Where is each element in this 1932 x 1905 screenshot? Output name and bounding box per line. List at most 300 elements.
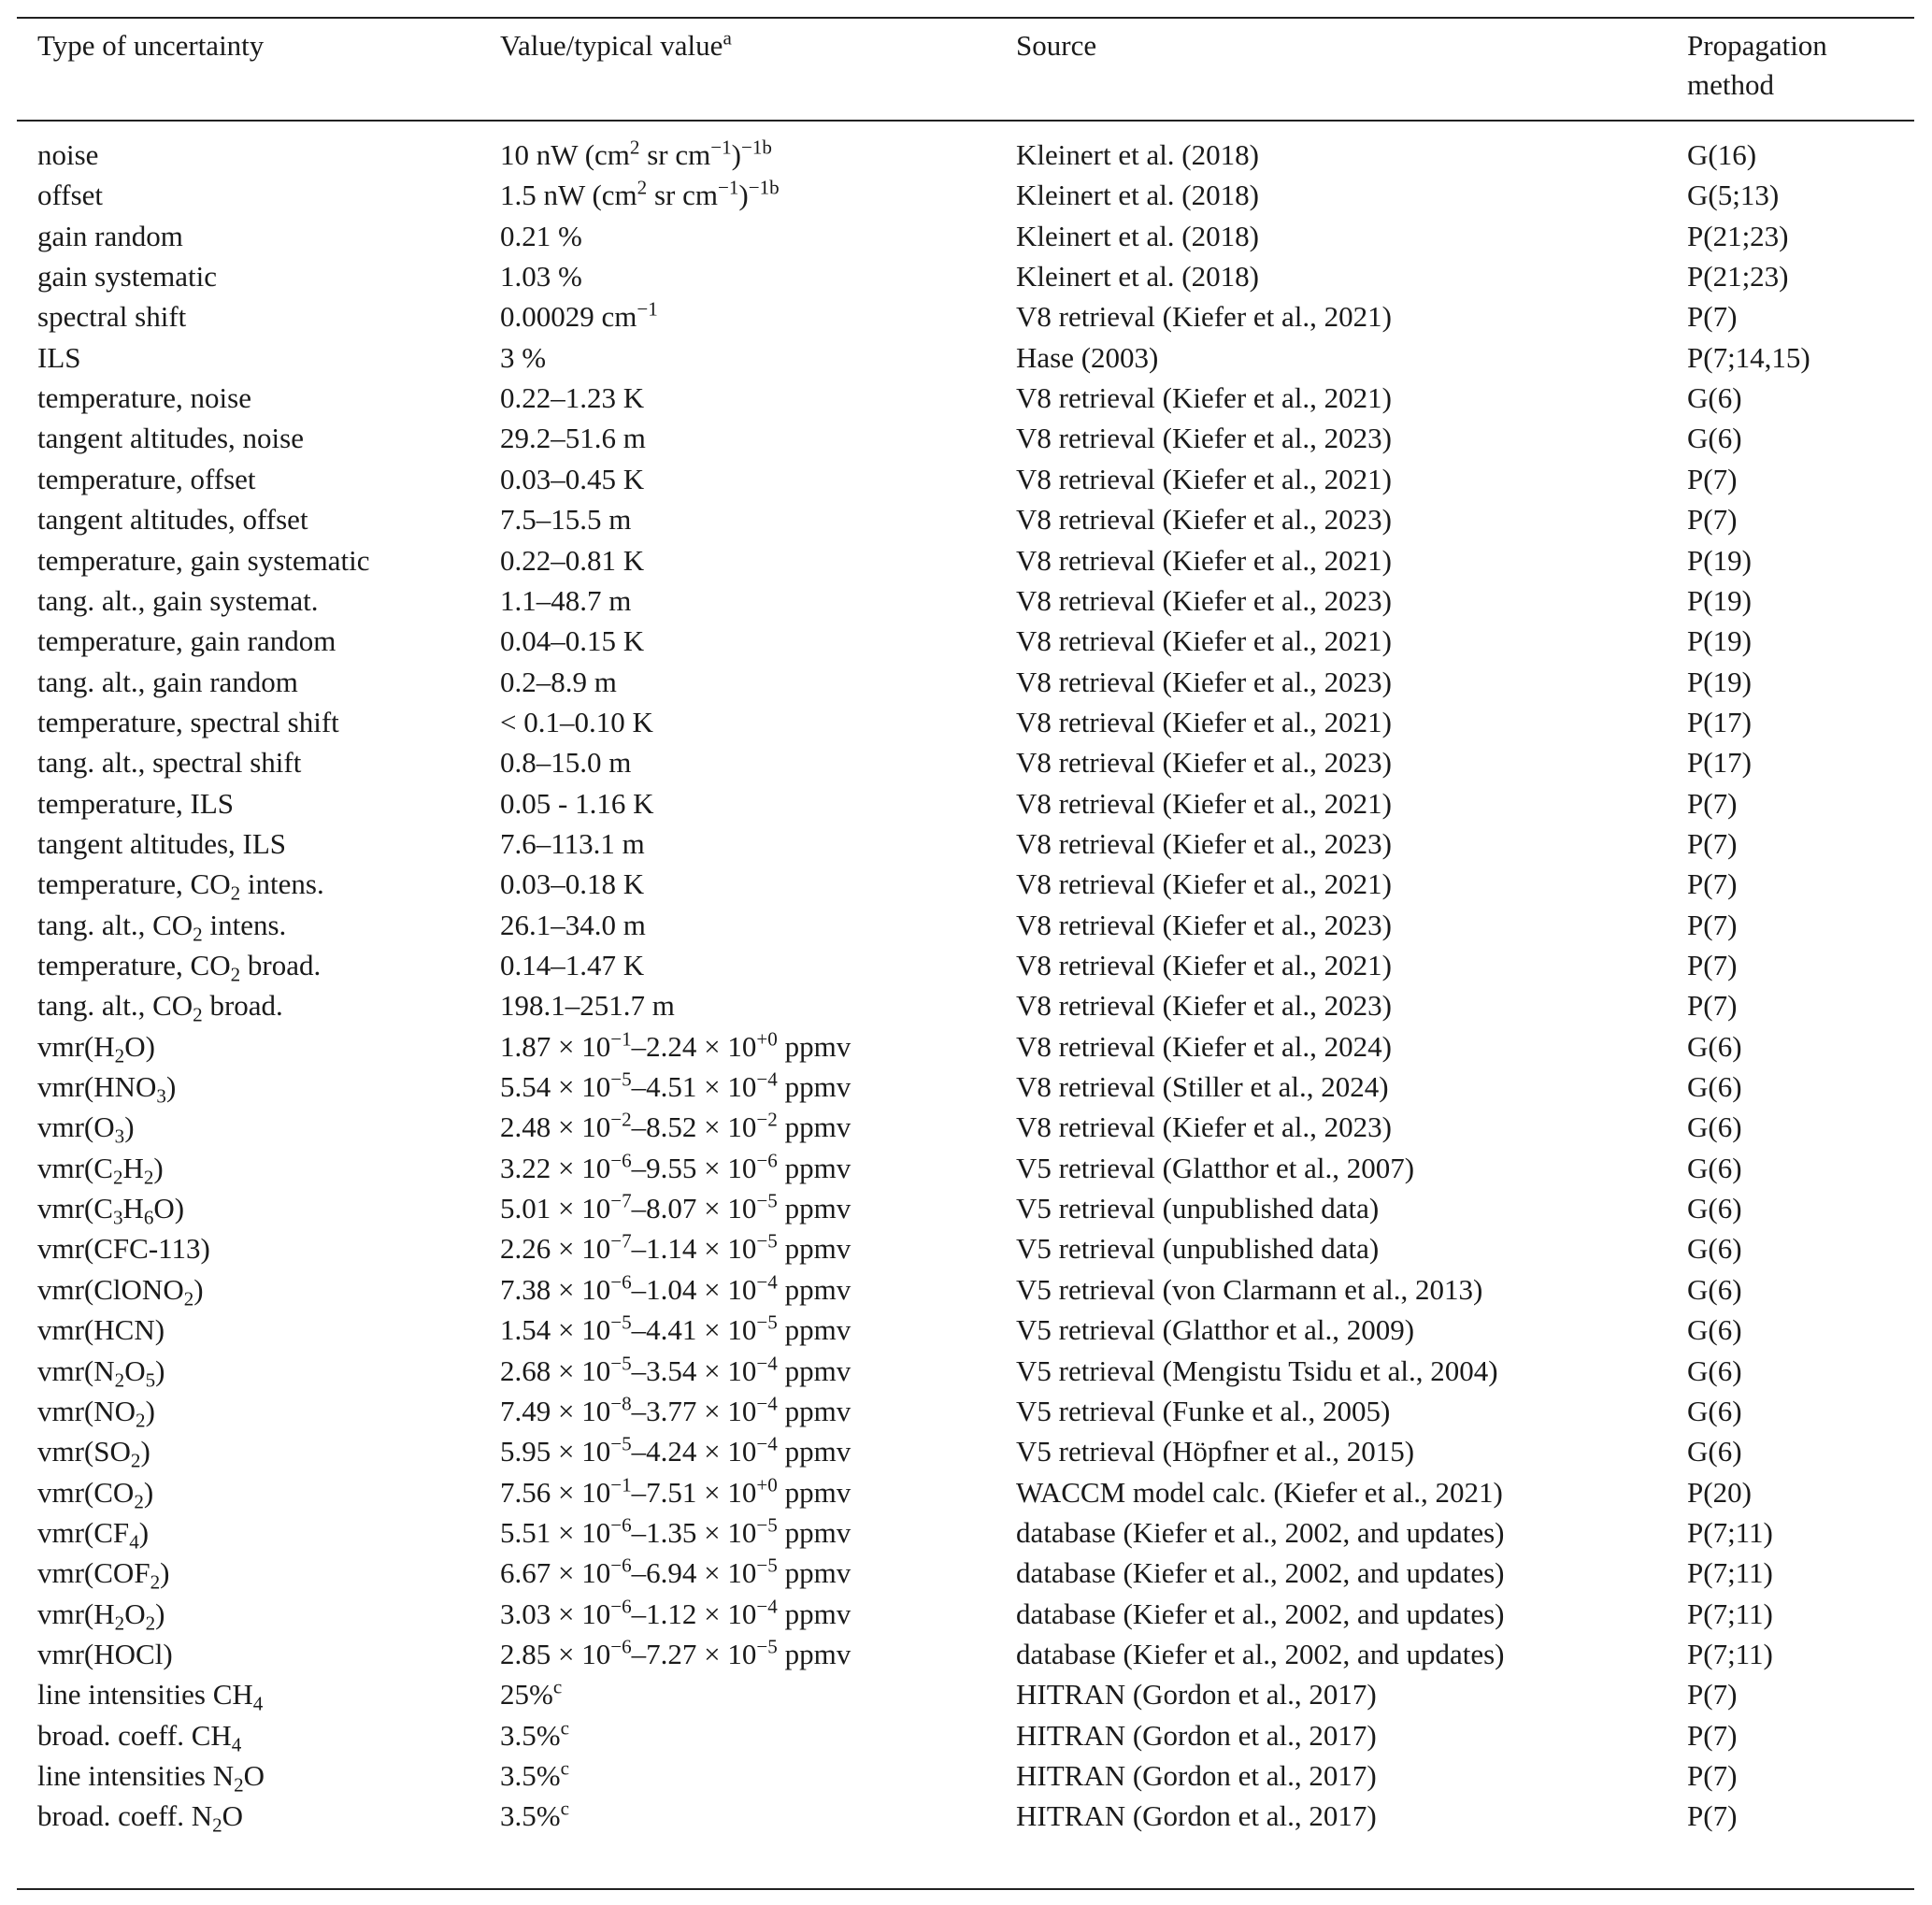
type-part: vmr(SO (37, 1435, 131, 1468)
value-part: –3.54 × 10 (631, 1354, 757, 1387)
type-part: temperature, ILS (37, 786, 235, 820)
type-part: vmr(CF (37, 1515, 130, 1549)
type-part: 4 (231, 1732, 242, 1755)
cell-propagation-method: G(6) (1687, 1394, 1742, 1427)
cell-source: V8 retrieval (Stiller et al., 2024) (1016, 1070, 1389, 1104)
value-part: 0.22–1.23 K (500, 381, 645, 415)
type-part: 2 (234, 1773, 244, 1797)
cell-propagation-method: P(19) (1687, 665, 1752, 698)
cell-source: Kleinert et al. (2018) (1016, 138, 1259, 171)
value-part: ) (738, 179, 749, 212)
cell-type (37, 1026, 155, 1067)
value-part: ppmv (777, 1637, 852, 1670)
cell-type (37, 824, 286, 864)
cell-type (37, 985, 283, 1025)
cell-value (500, 175, 780, 215)
cell-value (500, 1594, 851, 1634)
cell-value (500, 1148, 851, 1188)
value-part: ppmv (777, 1515, 852, 1549)
cell-source: V8 retrieval (Kiefer et al., 2023) (1016, 665, 1392, 698)
cell-type (37, 175, 103, 215)
type-part: vmr(O (37, 1110, 115, 1144)
cell-source: V8 retrieval (Kiefer et al., 2023) (1016, 1110, 1392, 1144)
type-part: vmr(CO (37, 1475, 135, 1509)
table-bottom-rule (17, 1888, 1914, 1890)
table-row (0, 621, 1932, 661)
type-part: tang. alt., CO (37, 989, 193, 1023)
type-part: gain random (37, 219, 183, 252)
type-part: vmr(C (37, 1151, 113, 1184)
value-part: 3.5% (500, 1718, 561, 1752)
header-source: Source (1016, 29, 1097, 62)
table-row (0, 824, 1932, 864)
table-row (0, 1310, 1932, 1350)
cell-propagation-method: P(19) (1687, 543, 1752, 577)
value-part: ppmv (777, 1313, 852, 1347)
cell-value (500, 1107, 851, 1147)
table-row (0, 459, 1932, 499)
value-part: −7 (610, 1189, 632, 1212)
value-part: –2.24 × 10 (631, 1029, 757, 1063)
value-part: 7.56 × 10 (500, 1475, 611, 1509)
cell-value (500, 1391, 851, 1431)
cell-type (37, 621, 336, 661)
cell-propagation-method: P(21;23) (1687, 219, 1789, 252)
cell-propagation-method: G(6) (1687, 1029, 1742, 1063)
value-part: ppmv (777, 1110, 852, 1144)
cell-source: V5 retrieval (Glatthor et al., 2007) (1016, 1151, 1415, 1184)
cell-value (500, 1351, 851, 1391)
cell-propagation-method: P(17) (1687, 746, 1752, 780)
cell-type (37, 459, 256, 499)
cell-source: V5 retrieval (Funke et al., 2005) (1016, 1394, 1391, 1427)
cell-propagation-method: P(19) (1687, 624, 1752, 658)
type-part: ) (155, 1354, 165, 1387)
cell-propagation-method: P(7) (1687, 949, 1738, 981)
header-type-of-uncertainty: Type of uncertainty (37, 29, 265, 62)
cell-type (37, 1755, 265, 1796)
cell-source: database (Kiefer et al., 2002, and updates) (1016, 1637, 1505, 1670)
cell-source: V8 retrieval (Kiefer et al., 2023) (1016, 989, 1392, 1023)
cell-value (500, 864, 644, 904)
type-part: tangent altitudes, offset (37, 503, 308, 537)
type-part: O) (153, 1192, 185, 1225)
cell-type (37, 1674, 263, 1714)
type-part: ) (143, 1475, 154, 1509)
value-part: –1.35 × 10 (631, 1515, 757, 1549)
value-part: 1.03 % (500, 260, 582, 294)
value-part: +0 (756, 1027, 778, 1051)
cell-value (500, 1674, 562, 1714)
cell-type (37, 1553, 169, 1593)
type-part: temperature, offset (37, 462, 256, 495)
value-part: 7.49 × 10 (500, 1394, 611, 1427)
table-row (0, 1634, 1932, 1674)
type-part: ) (165, 1070, 177, 1104)
value-part: 1.54 × 10 (500, 1313, 611, 1347)
cell-propagation-method: G(6) (1687, 1354, 1742, 1387)
type-part: 3 (156, 1084, 166, 1108)
table-row (0, 1148, 1932, 1188)
cell-type (37, 945, 321, 985)
value-part: −1 (637, 297, 658, 321)
value-part: −1b (748, 176, 780, 199)
cell-source: V8 retrieval (Kiefer et al., 2023) (1016, 826, 1392, 860)
cell-type (37, 135, 98, 175)
cell-type (37, 378, 251, 418)
table-row (0, 1026, 1932, 1067)
type-part: ) (145, 1394, 155, 1427)
value-part: −5 (610, 1067, 632, 1091)
value-part: −4 (756, 1392, 778, 1415)
cell-type (37, 1067, 176, 1107)
cell-propagation-method: G(6) (1687, 1070, 1742, 1104)
value-part: −5 (610, 1351, 632, 1374)
type-part: 2 (143, 1166, 154, 1189)
value-part: 0.05 - 1.16 K (500, 786, 654, 820)
cell-propagation-method: P(17) (1687, 705, 1752, 738)
cell-source: V8 retrieval (Kiefer et al., 2023) (1016, 503, 1392, 537)
table-row (0, 1755, 1932, 1796)
cell-propagation-method: G(6) (1687, 1151, 1742, 1184)
type-part: 2 (114, 1044, 125, 1067)
value-part: −8 (610, 1392, 632, 1415)
value-part: −5 (610, 1311, 632, 1334)
value-part: −1 (710, 136, 732, 159)
cell-propagation-method: P(7) (1687, 1678, 1738, 1712)
table-row (0, 1351, 1932, 1391)
cell-type (37, 1107, 135, 1147)
header-value-label: Value/typical value (500, 29, 723, 62)
value-part: 3.03 × 10 (500, 1597, 611, 1630)
cell-source: database (Kiefer et al., 2002, and updates) (1016, 1556, 1505, 1590)
type-part: 2 (114, 1368, 125, 1391)
cell-source: V5 retrieval (Mengistu Tsidu et al., 2004) (1016, 1354, 1498, 1387)
table-row (0, 1796, 1932, 1836)
value-part: –1.14 × 10 (631, 1232, 757, 1266)
value-part: 7.38 × 10 (500, 1272, 611, 1306)
cell-source: V5 retrieval (von Clarmann et al., 2013) (1016, 1272, 1483, 1306)
type-part: 2 (145, 1611, 156, 1634)
cell-value (500, 499, 631, 539)
value-part: ppmv (777, 1394, 852, 1427)
value-part: −6 (610, 1635, 632, 1658)
type-part: vmr(N (37, 1354, 115, 1387)
cell-type (37, 1796, 243, 1836)
type-part: 2 (230, 963, 241, 986)
value-part: 3.5% (500, 1759, 561, 1792)
value-part: −5 (756, 1189, 778, 1212)
cell-source: V5 retrieval (Höpfner et al., 2015) (1016, 1435, 1415, 1468)
cell-value (500, 1715, 569, 1755)
cell-propagation-method: G(16) (1687, 138, 1757, 171)
cell-type (37, 1188, 184, 1228)
type-part: 5 (145, 1368, 156, 1391)
type-part: intens. (202, 908, 287, 941)
value-part: –4.41 × 10 (631, 1313, 757, 1347)
cell-type (37, 1472, 153, 1512)
table-row (0, 296, 1932, 337)
type-part: tangent altitudes, noise (37, 422, 304, 455)
value-part: ppmv (777, 1151, 852, 1184)
value-part: 2 (637, 176, 648, 199)
table-row (0, 1107, 1932, 1147)
cell-type (37, 1594, 165, 1634)
type-part: temperature, CO (37, 867, 231, 901)
table-row (0, 905, 1932, 945)
value-part: ppmv (777, 1070, 852, 1104)
table-row (0, 1188, 1932, 1228)
value-part: ppmv (777, 1556, 852, 1590)
cell-type (37, 742, 301, 782)
type-part: 2 (150, 1570, 161, 1594)
cell-type (37, 1391, 155, 1431)
cell-propagation-method: G(6) (1687, 1272, 1742, 1306)
value-part: +0 (756, 1472, 778, 1496)
value-part: −5 (610, 1432, 632, 1455)
cell-propagation-method: P(20) (1687, 1475, 1752, 1509)
table-row (0, 1512, 1932, 1553)
value-part: −5 (756, 1311, 778, 1334)
cell-source: Kleinert et al. (2018) (1016, 260, 1259, 294)
cell-value (500, 1796, 569, 1836)
type-part: line intensities CH (37, 1678, 253, 1712)
value-part: 2.48 × 10 (500, 1110, 611, 1144)
cell-source: V8 retrieval (Kiefer et al., 2021) (1016, 786, 1392, 820)
cell-type (37, 256, 217, 296)
cell-propagation-method: G(6) (1687, 1192, 1742, 1225)
value-part: –9.55 × 10 (631, 1151, 757, 1184)
cell-source: Hase (2003) (1016, 340, 1159, 374)
type-part: temperature, CO (37, 949, 231, 981)
type-part: 2 (114, 1611, 125, 1634)
cell-type (37, 1715, 241, 1755)
cell-propagation-method: P(7;14,15) (1687, 340, 1810, 374)
value-part: < 0.1–0.10 K (500, 705, 653, 738)
value-part: –7.51 × 10 (631, 1475, 757, 1509)
cell-value (500, 621, 644, 661)
type-part: O) (124, 1029, 155, 1063)
type-part: 2 (130, 1449, 141, 1472)
value-part: ppmv (777, 1232, 852, 1266)
value-part: 2.85 × 10 (500, 1637, 611, 1670)
table-row (0, 702, 1932, 742)
cell-source: V8 retrieval (Kiefer et al., 2023) (1016, 583, 1392, 617)
type-part: ) (138, 1515, 150, 1549)
cell-type (37, 418, 304, 458)
cell-value (500, 580, 631, 621)
cell-source: V8 retrieval (Kiefer et al., 2024) (1016, 1029, 1392, 1063)
header-value (500, 26, 732, 65)
cell-source: V5 retrieval (Glatthor et al., 2009) (1016, 1313, 1415, 1347)
value-part: −6 (610, 1149, 632, 1172)
value-part: −5 (756, 1229, 778, 1253)
type-part: 4 (252, 1692, 264, 1715)
type-part: spectral shift (37, 300, 187, 334)
value-part: 29.2–51.6 m (500, 422, 646, 455)
cell-value (500, 662, 617, 702)
type-part: temperature, noise (37, 381, 251, 415)
cell-type (37, 783, 234, 824)
table-row (0, 1553, 1932, 1593)
value-part: 5.95 × 10 (500, 1435, 611, 1468)
table-row (0, 1431, 1932, 1471)
cell-value (500, 702, 653, 742)
type-part: O (124, 1354, 146, 1387)
value-part: −5 (756, 1554, 778, 1577)
cell-source: HITRAN (Gordon et al., 2017) (1016, 1718, 1377, 1752)
value-part: –3.77 × 10 (631, 1394, 757, 1427)
header-value-footnote-mark: a (723, 26, 732, 50)
table-row (0, 135, 1932, 175)
cell-propagation-method: G(6) (1687, 1435, 1742, 1468)
value-part: 0.14–1.47 K (500, 949, 645, 981)
value-part: ppmv (777, 1029, 852, 1063)
value-part: 0.00029 cm (500, 300, 637, 334)
value-part: −6 (610, 1270, 632, 1294)
value-part: 2.26 × 10 (500, 1232, 611, 1266)
value-part: −4 (756, 1270, 778, 1294)
value-part: −4 (756, 1595, 778, 1617)
cell-propagation-method: G(5;13) (1687, 179, 1780, 212)
type-part: vmr(H (37, 1597, 115, 1630)
cell-value (500, 985, 675, 1025)
cell-value (500, 1553, 851, 1593)
table-row (0, 864, 1932, 904)
cell-propagation-method: P(7) (1687, 503, 1738, 537)
value-part: ppmv (777, 1597, 852, 1630)
value-part: 7.6–113.1 m (500, 826, 645, 860)
value-part: c (560, 1797, 569, 1820)
type-part: temperature, gain random (37, 624, 336, 658)
cell-propagation-method: P(7;11) (1687, 1597, 1773, 1630)
cell-type (37, 1269, 204, 1310)
cell-type (37, 337, 81, 378)
type-part: noise (37, 138, 99, 171)
cell-value (500, 1512, 851, 1553)
type-part: vmr(ClONO (37, 1272, 184, 1306)
value-part: 0.03–0.18 K (500, 867, 645, 901)
cell-value (500, 135, 772, 175)
table-row (0, 256, 1932, 296)
cell-propagation-method: G(6) (1687, 1110, 1742, 1144)
header-propagation-method: Propagation method (1687, 29, 1827, 101)
cell-value (500, 1431, 851, 1471)
cell-propagation-method: P(7) (1687, 786, 1738, 820)
cell-value (500, 1634, 851, 1674)
type-part: tang. alt., CO (37, 908, 193, 941)
value-part: –8.52 × 10 (631, 1110, 757, 1144)
type-part: vmr(H (37, 1029, 115, 1063)
cell-value (500, 296, 658, 337)
value-part: sr cm (639, 138, 711, 171)
cell-source: database (Kiefer et al., 2002, and updates) (1016, 1515, 1505, 1549)
cell-source: database (Kiefer et al., 2002, and updates) (1016, 1597, 1505, 1630)
value-part: –6.94 × 10 (631, 1556, 757, 1590)
cell-source: V8 retrieval (Kiefer et al., 2021) (1016, 624, 1392, 658)
cell-value (500, 256, 582, 296)
type-part: broad. (240, 949, 322, 981)
cell-source: V8 retrieval (Kiefer et al., 2023) (1016, 422, 1392, 455)
type-part: broad. (202, 989, 283, 1023)
type-part: 6 (143, 1206, 154, 1229)
cell-source: V8 retrieval (Kiefer et al., 2021) (1016, 462, 1392, 495)
value-part: −6 (610, 1595, 632, 1617)
cell-propagation-method: P(7;11) (1687, 1515, 1773, 1549)
cell-value (500, 1026, 851, 1067)
value-part: 6.67 × 10 (500, 1556, 611, 1590)
cell-type (37, 1512, 149, 1553)
value-part: 5.54 × 10 (500, 1070, 611, 1104)
cell-type (37, 296, 186, 337)
value-part: 198.1–251.7 m (500, 989, 675, 1023)
value-part: –8.07 × 10 (631, 1192, 757, 1225)
cell-propagation-method: P(7) (1687, 989, 1738, 1023)
value-part: −5 (756, 1513, 778, 1537)
cell-type (37, 499, 308, 539)
table-row (0, 378, 1932, 418)
type-part: vmr(C (37, 1192, 113, 1225)
type-part: vmr(CFC-113) (37, 1232, 210, 1266)
cell-source: V8 retrieval (Kiefer et al., 2023) (1016, 746, 1392, 780)
cell-type (37, 216, 183, 256)
cell-value (500, 1310, 851, 1350)
value-part: 0.22–0.81 K (500, 543, 645, 577)
value-part: 0.2–8.9 m (500, 665, 617, 698)
table-row (0, 742, 1932, 782)
value-part: −1b (740, 136, 772, 159)
cell-type (37, 905, 286, 945)
value-part: −6 (756, 1149, 778, 1172)
cell-propagation-method: P(7;11) (1687, 1556, 1773, 1590)
type-part: O (124, 1597, 146, 1630)
type-part: O (222, 1799, 244, 1833)
cell-value (500, 459, 644, 499)
type-part: 2 (134, 1489, 144, 1512)
type-part: intens. (240, 867, 324, 901)
cell-propagation-method: P(7) (1687, 867, 1738, 901)
cell-source: V8 retrieval (Kiefer et al., 2021) (1016, 381, 1392, 415)
value-part: −4 (756, 1432, 778, 1455)
value-part: –4.51 × 10 (631, 1070, 757, 1104)
type-part: temperature, gain systematic (37, 543, 370, 577)
cell-propagation-method: P(7) (1687, 1759, 1738, 1792)
type-part: tang. alt., gain random (37, 665, 298, 698)
type-part: line intensities N (37, 1759, 235, 1792)
cell-value (500, 742, 631, 782)
value-part: 0.03–0.45 K (500, 462, 645, 495)
cell-value (500, 1472, 851, 1512)
type-part: gain systematic (37, 260, 217, 294)
type-part: 2 (183, 1287, 194, 1311)
table-row (0, 1472, 1932, 1512)
value-part: −6 (610, 1513, 632, 1537)
cell-type (37, 540, 370, 580)
value-part: 10 nW (cm (500, 138, 630, 171)
type-part: broad. coeff. N (37, 1799, 213, 1833)
value-part: 0.8–15.0 m (500, 746, 632, 780)
cell-type (37, 1148, 164, 1188)
cell-propagation-method: P(7) (1687, 1718, 1738, 1752)
type-part: ) (193, 1272, 204, 1306)
cell-type (37, 1228, 210, 1268)
value-part: ppmv (777, 1192, 852, 1225)
cell-source: V8 retrieval (Kiefer et al., 2023) (1016, 908, 1392, 941)
cell-propagation-method: G(6) (1687, 1232, 1742, 1266)
type-part: 2 (212, 1813, 222, 1837)
table-row (0, 1228, 1932, 1268)
value-part: −6 (610, 1554, 632, 1577)
